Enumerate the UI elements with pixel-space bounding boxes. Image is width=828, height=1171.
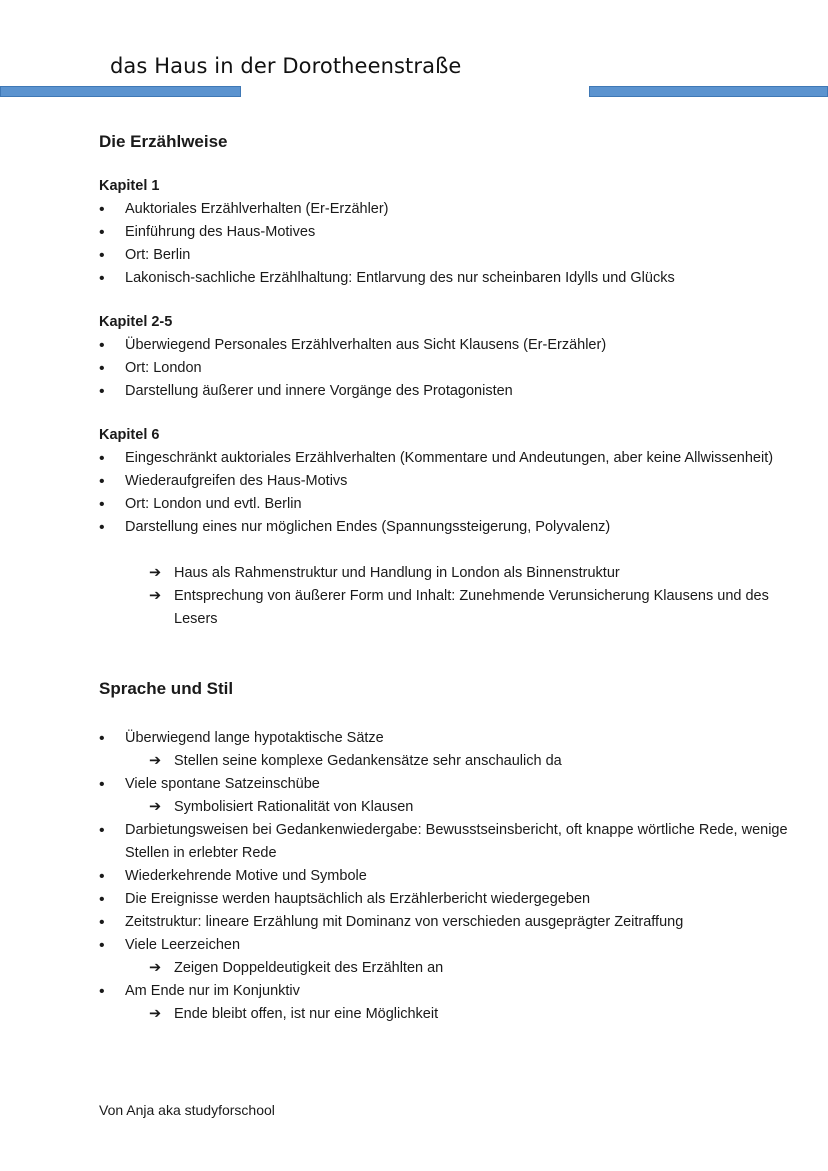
section-title-erzaehlweise: Die Erzählweise [99, 132, 228, 151]
list-item: • Ort: London und evtl. Berlin [99, 493, 799, 516]
list-item: • Darstellung eines nur möglichen Endes (Spannungssteigerung, Polyvalenz) [99, 516, 799, 539]
style-list [99, 727, 799, 1026]
sub-item [99, 957, 799, 980]
conclusion-text: Entsprechung von äußerer Form und Inhalt: Zunehmende Verunsicherung Klausens und des Lesers [174, 588, 769, 627]
arrow-icon: ➔ [149, 960, 162, 976]
list-item: • Auktoriales Erzählverhalten (Er-Erzähler) [99, 198, 799, 221]
sub-item [99, 1003, 799, 1026]
document-title: das Haus in der Dorotheenstraße [110, 54, 462, 78]
sub-item [99, 796, 799, 819]
sub-item-text: Stellen seine komplexe Gedankensätze sehr anschaulich da [174, 753, 562, 769]
arrow-icon: ➔ [149, 565, 162, 581]
chapter-heading: Kapitel 6 [99, 427, 160, 443]
footer-credit: Von Anja aka studyforschool [99, 1102, 275, 1118]
list-item: • Eingeschränkt auktoriales Erzählverhalten (Kommentare und Andeutungen, aber keine Allwissenheit) [99, 447, 799, 470]
list-item: • Die Ereignisse werden hauptsächlich als Erzählerbericht wiedergegeben [99, 888, 799, 911]
list-item: • Einführung des Haus-Motives [99, 221, 799, 244]
list-item: • Lakonisch-sachliche Erzählhaltung: Entlarvung des nur scheinbaren Idylls und Glücks [99, 267, 799, 290]
chapter-list [99, 447, 799, 539]
arrow-icon: ➔ [149, 1006, 162, 1022]
sub-item-text: Zeigen Doppeldeutigkeit des Erzählten an [174, 960, 444, 976]
conclusion-list [99, 562, 799, 631]
list-item: • Wiederkehrende Motive und Symbole [99, 865, 799, 888]
list-item: • Viele Leerzeichen [99, 934, 799, 957]
chapter-list [99, 334, 799, 403]
section-title-sprache-stil: Sprache und Stil [99, 679, 234, 698]
sub-item [99, 750, 799, 773]
header-bar-left [0, 86, 241, 97]
list-item: • Darstellung äußerer und innere Vorgänge des Protagonisten [99, 380, 799, 403]
header-bar-right [589, 86, 828, 97]
list-item: • Wiederaufgreifen des Haus-Motivs [99, 470, 799, 493]
arrow-icon: ➔ [149, 588, 162, 604]
document-body [99, 130, 799, 1026]
conclusion-text: Haus als Rahmenstruktur und Handlung in London als Binnenstruktur [174, 565, 620, 581]
chapter-heading: Kapitel 1 [99, 178, 160, 194]
arrow-icon: ➔ [149, 799, 162, 815]
chapter-heading: Kapitel 2-5 [99, 314, 173, 330]
sub-item-text: Symbolisiert Rationalität von Klausen [174, 799, 414, 815]
list-item: • Ort: London [99, 357, 799, 380]
list-item: • Überwiegend lange hypotaktische Sätze [99, 727, 799, 750]
sub-item-text: Ende bleibt offen, ist nur eine Möglichkeit [174, 1006, 439, 1022]
list-item: • Überwiegend Personales Erzählverhalten aus Sicht Klausens (Er-Erzähler) [99, 334, 799, 357]
conclusion-item [99, 562, 799, 585]
conclusion-item [99, 585, 799, 631]
chapter-list [99, 198, 799, 290]
list-item: • Am Ende nur im Konjunktiv [99, 980, 799, 1003]
list-item: • Ort: Berlin [99, 244, 799, 267]
arrow-icon: ➔ [149, 753, 162, 769]
list-item: • Darbietungsweisen bei Gedankenwiedergabe: Bewusstseinsbericht, oft knappe wörtliche Rede, wenige Stellen in erlebter Rede [99, 819, 799, 865]
list-item: • Zeitstruktur: lineare Erzählung mit Dominanz von verschieden ausgeprägter Zeitraffung [99, 911, 799, 934]
list-item: • Viele spontane Satzeinschübe [99, 773, 799, 796]
